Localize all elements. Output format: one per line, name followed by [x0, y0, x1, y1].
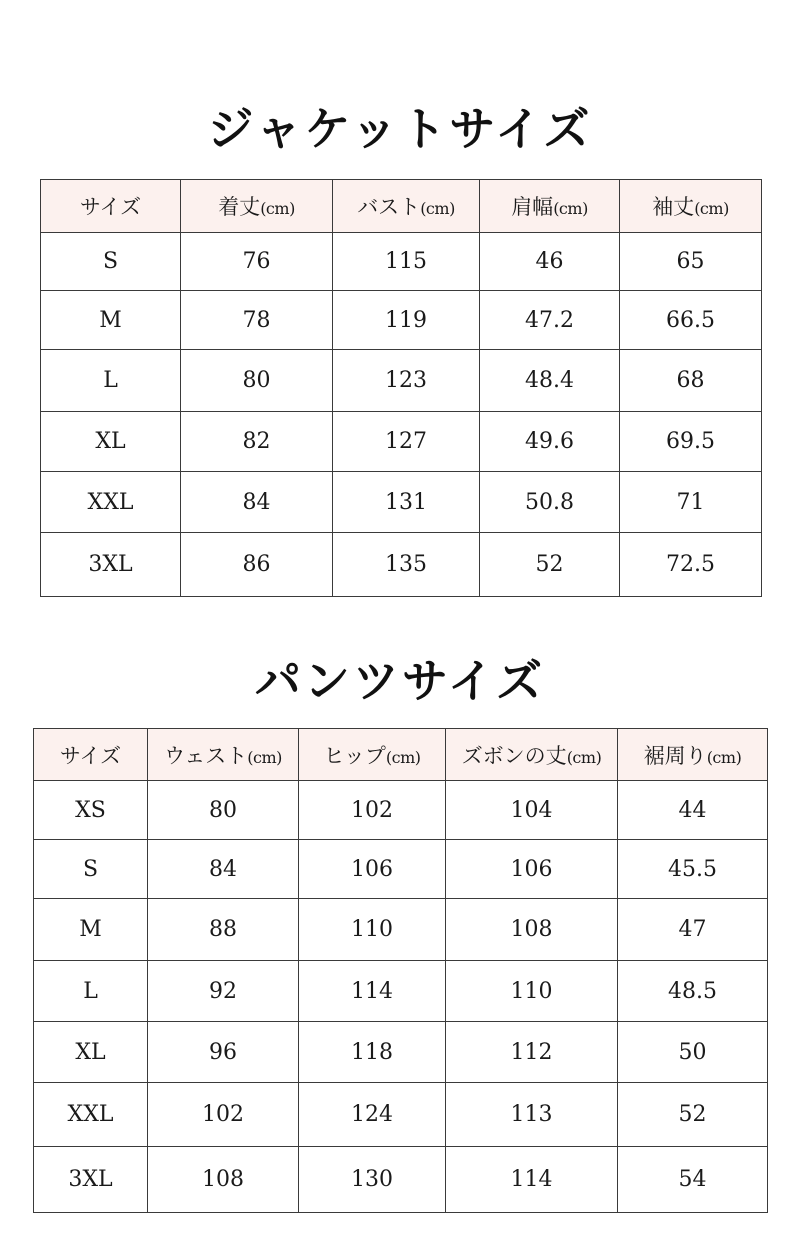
header-label: ウェスト: [164, 743, 248, 768]
value-cell: 80: [181, 350, 333, 412]
value-cell: 131: [333, 472, 480, 533]
size-cell: S: [41, 233, 181, 291]
table-row: [34, 961, 768, 1022]
value-cell: 118: [299, 1022, 446, 1083]
value-cell: 135: [333, 533, 480, 597]
table-row: [41, 350, 762, 412]
header-unit: (cm): [247, 747, 282, 767]
header-unit: (cm): [385, 747, 421, 767]
value-cell: 46: [480, 233, 620, 291]
pants-header-length: [446, 729, 618, 781]
value-cell: 130: [299, 1147, 446, 1213]
pants-header-size: [34, 729, 148, 781]
table-row: [34, 899, 768, 961]
table-row: [34, 1147, 768, 1213]
value-cell: 123: [333, 350, 480, 412]
value-cell: 115: [333, 233, 480, 291]
value-cell: 47: [618, 899, 768, 961]
value-cell: 84: [148, 840, 299, 899]
value-cell: 45.5: [618, 840, 768, 899]
value-cell: 50.8: [480, 472, 620, 533]
value-cell: 113: [446, 1083, 618, 1147]
value-cell: 92: [148, 961, 299, 1022]
table-row: [34, 840, 768, 899]
value-cell: 86: [181, 533, 333, 597]
header-label: サイズ: [79, 195, 142, 219]
pants-header-hip: [299, 729, 446, 781]
header-label: ズボンの丈: [461, 743, 567, 768]
value-cell: 72.5: [620, 533, 762, 597]
jacket-size-title: ジャケットサイズ: [207, 102, 593, 156]
header-unit: (cm): [260, 199, 295, 218]
jacket-header-bust: [333, 180, 480, 233]
header-label: 袖丈: [652, 195, 695, 219]
value-cell: 102: [148, 1083, 299, 1147]
value-cell: 127: [333, 412, 480, 472]
value-cell: 48.4: [480, 350, 620, 412]
header-label: ヒップ: [323, 743, 386, 768]
value-cell: 110: [446, 961, 618, 1022]
jacket-header-size: [41, 180, 181, 233]
size-cell: 3XL: [41, 533, 181, 597]
value-cell: 48.5: [618, 961, 768, 1022]
value-cell: 50: [618, 1022, 768, 1083]
table-row: [34, 1083, 768, 1147]
header-unit: (cm): [566, 747, 602, 767]
jacket-header-sleeve: [620, 180, 762, 233]
value-cell: 69.5: [620, 412, 762, 472]
size-cell: 3XL: [34, 1147, 148, 1213]
value-cell: 108: [446, 899, 618, 961]
value-cell: 44: [618, 781, 768, 840]
header-label: 肩幅: [511, 195, 554, 219]
value-cell: 82: [181, 412, 333, 472]
size-cell: XS: [34, 781, 148, 840]
pants-header-hem: [618, 729, 768, 781]
jacket-size-table: [40, 179, 762, 597]
size-cell: XXL: [34, 1083, 148, 1147]
value-cell: 80: [148, 781, 299, 840]
value-cell: 104: [446, 781, 618, 840]
value-cell: 108: [148, 1147, 299, 1213]
header-label: 裾周り: [643, 743, 707, 768]
pants-size-table: [33, 728, 768, 1213]
value-cell: 112: [446, 1022, 618, 1083]
table-row: [41, 291, 762, 350]
value-cell: 68: [620, 350, 762, 412]
jacket-header-shoulder: [480, 180, 620, 233]
header-label: サイズ: [59, 743, 122, 768]
value-cell: 47.2: [480, 291, 620, 350]
table-row: [41, 412, 762, 472]
header-unit: (cm): [553, 199, 588, 218]
size-cell: S: [34, 840, 148, 899]
table-row: [41, 472, 762, 533]
value-cell: 71: [620, 472, 762, 533]
value-cell: 65: [620, 233, 762, 291]
header-label: 着丈: [218, 195, 261, 219]
size-cell: M: [34, 899, 148, 961]
header-unit: (cm): [694, 199, 729, 218]
value-cell: 106: [446, 840, 618, 899]
value-cell: 124: [299, 1083, 446, 1147]
header-label: バスト: [357, 195, 421, 219]
table-row: [34, 781, 768, 840]
value-cell: 49.6: [480, 412, 620, 472]
value-cell: 66.5: [620, 291, 762, 350]
pants-size-title: パンツサイズ: [254, 654, 546, 708]
table-row: [41, 533, 762, 597]
value-cell: 96: [148, 1022, 299, 1083]
table-row: [34, 1022, 768, 1083]
value-cell: 78: [181, 291, 333, 350]
value-cell: 114: [446, 1147, 618, 1213]
value-cell: 84: [181, 472, 333, 533]
value-cell: 110: [299, 899, 446, 961]
size-cell: XL: [34, 1022, 148, 1083]
size-cell: M: [41, 291, 181, 350]
value-cell: 52: [480, 533, 620, 597]
table-row: [41, 233, 762, 291]
value-cell: 76: [181, 233, 333, 291]
jacket-header-length: [181, 180, 333, 233]
value-cell: 54: [618, 1147, 768, 1213]
size-cell: L: [41, 350, 181, 412]
value-cell: 106: [299, 840, 446, 899]
value-cell: 102: [299, 781, 446, 840]
value-cell: 52: [618, 1083, 768, 1147]
header-unit: (cm): [420, 199, 455, 218]
size-cell: XL: [41, 412, 181, 472]
value-cell: 119: [333, 291, 480, 350]
size-cell: L: [34, 961, 148, 1022]
pants-header-waist: [148, 729, 299, 781]
pants-header-row: [34, 729, 768, 781]
header-unit: (cm): [706, 747, 742, 767]
jacket-header-row: [41, 180, 762, 233]
value-cell: 88: [148, 899, 299, 961]
size-cell: XXL: [41, 472, 181, 533]
value-cell: 114: [299, 961, 446, 1022]
